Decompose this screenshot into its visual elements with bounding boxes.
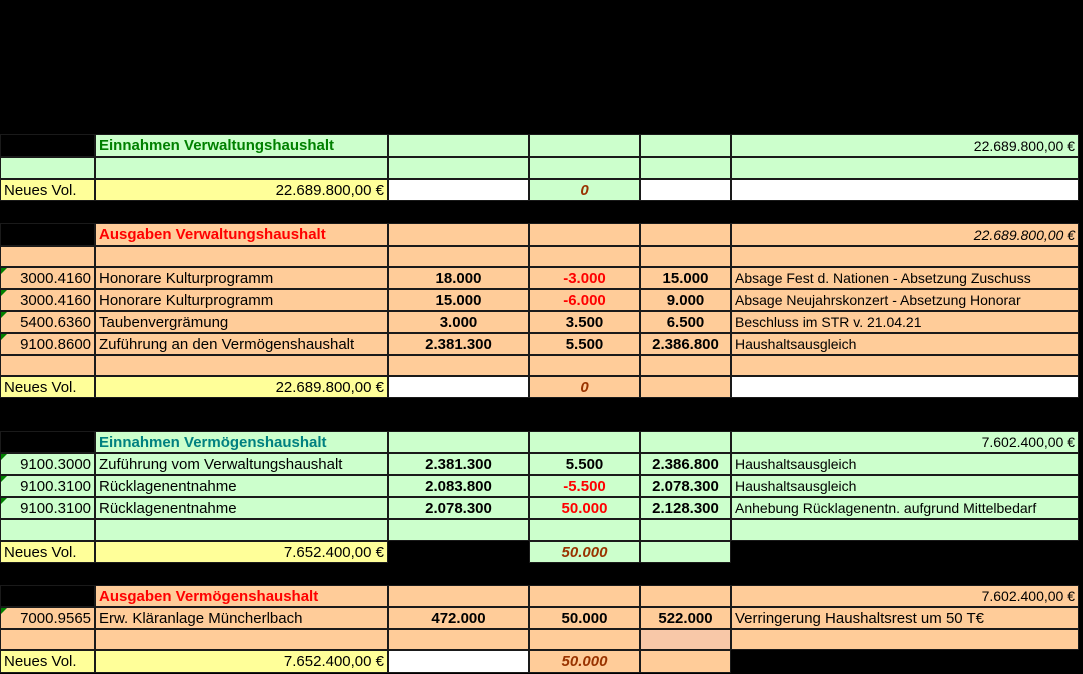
cell[interactable] xyxy=(388,519,529,541)
cell[interactable] xyxy=(640,179,731,201)
cell[interactable] xyxy=(388,134,529,157)
account-code[interactable]: 9100.8600 xyxy=(0,333,95,355)
old-value[interactable]: 18.000 xyxy=(388,267,529,289)
section-title-einnahmen-vm[interactable]: Einnahmen Vermögenshaushalt xyxy=(95,431,388,453)
delta-value[interactable]: 50.000 xyxy=(529,650,640,673)
note[interactable]: Absage Fest d. Nationen - Absetzung Zuschuss xyxy=(731,267,1079,289)
delta-value[interactable]: 0 xyxy=(529,376,640,398)
old-value[interactable]: 2.083.800 xyxy=(388,475,529,497)
cell[interactable] xyxy=(0,585,95,607)
account-code[interactable]: 3000.4160 xyxy=(0,289,95,311)
cell[interactable] xyxy=(731,376,1079,398)
section-total[interactable]: 7.602.400,00 € xyxy=(731,431,1079,453)
new-value[interactable]: 9.000 xyxy=(640,289,731,311)
cell[interactable] xyxy=(529,246,640,267)
cell[interactable] xyxy=(388,355,529,376)
account-code[interactable]: 9100.3100 xyxy=(0,475,95,497)
section-total[interactable]: 22.689.800,00 € xyxy=(731,223,1079,246)
cell[interactable] xyxy=(388,650,529,673)
cell[interactable] xyxy=(529,157,640,179)
account-code[interactable]: 5400.6360 xyxy=(0,311,95,333)
cell[interactable] xyxy=(0,134,95,157)
change-value[interactable]: 50.000 xyxy=(529,497,640,519)
cell[interactable] xyxy=(731,629,1079,650)
cell[interactable] xyxy=(640,134,731,157)
account-name[interactable]: Rücklagenentnahme xyxy=(95,497,388,519)
cell[interactable] xyxy=(388,585,529,607)
account-code[interactable]: 3000.4160 xyxy=(0,267,95,289)
account-code[interactable]: 7000.9565 xyxy=(0,607,95,629)
section-total[interactable]: 22.689.800,00 € xyxy=(731,134,1079,157)
account-name[interactable]: Honorare Kulturprogramm xyxy=(95,267,388,289)
cell[interactable] xyxy=(388,179,529,201)
cell[interactable] xyxy=(640,355,731,376)
cell[interactable] xyxy=(0,519,95,541)
note[interactable]: Verringerung Haushaltsrest um 50 T€ xyxy=(731,607,1079,629)
neues-vol-label[interactable]: Neues Vol. xyxy=(0,541,95,563)
cell[interactable] xyxy=(388,223,529,246)
note[interactable]: Anhebung Rücklagenentn. aufgrund Mittelbedarf xyxy=(731,497,1079,519)
old-value[interactable]: 2.381.300 xyxy=(388,453,529,475)
cell[interactable] xyxy=(0,355,95,376)
cell[interactable] xyxy=(529,629,640,650)
account-code[interactable]: 9100.3000 xyxy=(0,453,95,475)
cell[interactable] xyxy=(388,431,529,453)
cell[interactable] xyxy=(95,157,388,179)
neues-vol-label[interactable]: Neues Vol. xyxy=(0,376,95,398)
cell[interactable] xyxy=(640,431,731,453)
old-value[interactable]: 2.381.300 xyxy=(388,333,529,355)
new-value[interactable]: 2.386.800 xyxy=(640,453,731,475)
new-value[interactable]: 522.000 xyxy=(640,607,731,629)
cell[interactable] xyxy=(640,246,731,267)
cell[interactable] xyxy=(388,246,529,267)
cell[interactable] xyxy=(529,431,640,453)
cell[interactable] xyxy=(0,223,95,246)
change-value[interactable]: 5.500 xyxy=(529,333,640,355)
cell[interactable] xyxy=(640,629,731,650)
cell[interactable] xyxy=(640,541,731,563)
cell[interactable] xyxy=(0,431,95,453)
section-title-ausgaben-vw[interactable]: Ausgaben Verwaltungshaushalt xyxy=(95,223,388,246)
cell[interactable] xyxy=(0,629,95,650)
cell[interactable] xyxy=(640,650,731,673)
new-value[interactable]: 2.128.300 xyxy=(640,497,731,519)
account-name[interactable]: Zuführung an den Vermögenshaushalt xyxy=(95,333,388,355)
old-value[interactable]: 472.000 xyxy=(388,607,529,629)
change-value[interactable]: -5.500 xyxy=(529,475,640,497)
cell[interactable] xyxy=(731,246,1079,267)
cell[interactable] xyxy=(95,246,388,267)
new-value[interactable]: 2.078.300 xyxy=(640,475,731,497)
account-name[interactable]: Zuführung vom Verwaltungshaushalt xyxy=(95,453,388,475)
cell[interactable] xyxy=(95,355,388,376)
neues-vol-label[interactable]: Neues Vol. xyxy=(0,179,95,201)
cell[interactable] xyxy=(0,246,95,267)
new-value[interactable]: 2.386.800 xyxy=(640,333,731,355)
cell[interactable] xyxy=(529,519,640,541)
delta-value[interactable]: 50.000 xyxy=(529,541,640,563)
cell[interactable] xyxy=(529,134,640,157)
section-title-ausgaben-vm[interactable]: Ausgaben Vermögenshaushalt xyxy=(95,585,388,607)
neues-vol-value[interactable]: 7.652.400,00 € xyxy=(95,650,388,673)
cell[interactable] xyxy=(529,223,640,246)
cell[interactable] xyxy=(731,519,1079,541)
cell[interactable] xyxy=(0,157,95,179)
cell[interactable] xyxy=(529,355,640,376)
change-value[interactable]: -3.000 xyxy=(529,267,640,289)
neues-vol-value[interactable]: 7.652.400,00 € xyxy=(95,541,388,563)
cell[interactable] xyxy=(388,629,529,650)
cell[interactable] xyxy=(731,179,1079,201)
change-value[interactable]: 5.500 xyxy=(529,453,640,475)
cell[interactable] xyxy=(731,157,1079,179)
cell[interactable] xyxy=(640,585,731,607)
account-name[interactable]: Rücklagenentnahme xyxy=(95,475,388,497)
cell[interactable] xyxy=(95,519,388,541)
note[interactable]: Beschluss im STR v. 21.04.21 xyxy=(731,311,1079,333)
delta-value[interactable]: 0 xyxy=(529,179,640,201)
section-total[interactable]: 7.602.400,00 € xyxy=(731,585,1079,607)
note[interactable]: Haushaltsausgleich xyxy=(731,453,1079,475)
cell[interactable] xyxy=(529,585,640,607)
note[interactable]: Haushaltsausgleich xyxy=(731,475,1079,497)
new-value[interactable]: 6.500 xyxy=(640,311,731,333)
change-value[interactable]: 50.000 xyxy=(529,607,640,629)
cell[interactable] xyxy=(388,157,529,179)
neues-vol-label[interactable]: Neues Vol. xyxy=(0,650,95,673)
cell[interactable] xyxy=(95,629,388,650)
section-title-einnahmen-vw[interactable]: Einnahmen Verwaltungshaushalt xyxy=(95,134,388,157)
old-value[interactable]: 3.000 xyxy=(388,311,529,333)
account-code[interactable]: 9100.3100 xyxy=(0,497,95,519)
account-name[interactable]: Honorare Kulturprogramm xyxy=(95,289,388,311)
new-value[interactable]: 15.000 xyxy=(640,267,731,289)
old-value[interactable]: 2.078.300 xyxy=(388,497,529,519)
change-value[interactable]: 3.500 xyxy=(529,311,640,333)
cell[interactable] xyxy=(731,355,1079,376)
cell[interactable] xyxy=(640,376,731,398)
note[interactable]: Haushaltsausgleich xyxy=(731,333,1079,355)
old-value[interactable]: 15.000 xyxy=(388,289,529,311)
cell[interactable] xyxy=(640,157,731,179)
cell[interactable] xyxy=(640,519,731,541)
neues-vol-value[interactable]: 22.689.800,00 € xyxy=(95,376,388,398)
cell[interactable] xyxy=(388,376,529,398)
change-value[interactable]: -6.000 xyxy=(529,289,640,311)
account-name[interactable]: Taubenvergrämung xyxy=(95,311,388,333)
cell[interactable] xyxy=(640,223,731,246)
account-name[interactable]: Erw. Kläranlage Müncherlbach xyxy=(95,607,388,629)
neues-vol-value[interactable]: 22.689.800,00 € xyxy=(95,179,388,201)
note[interactable]: Absage Neujahrskonzert - Absetzung Honorar xyxy=(731,289,1079,311)
